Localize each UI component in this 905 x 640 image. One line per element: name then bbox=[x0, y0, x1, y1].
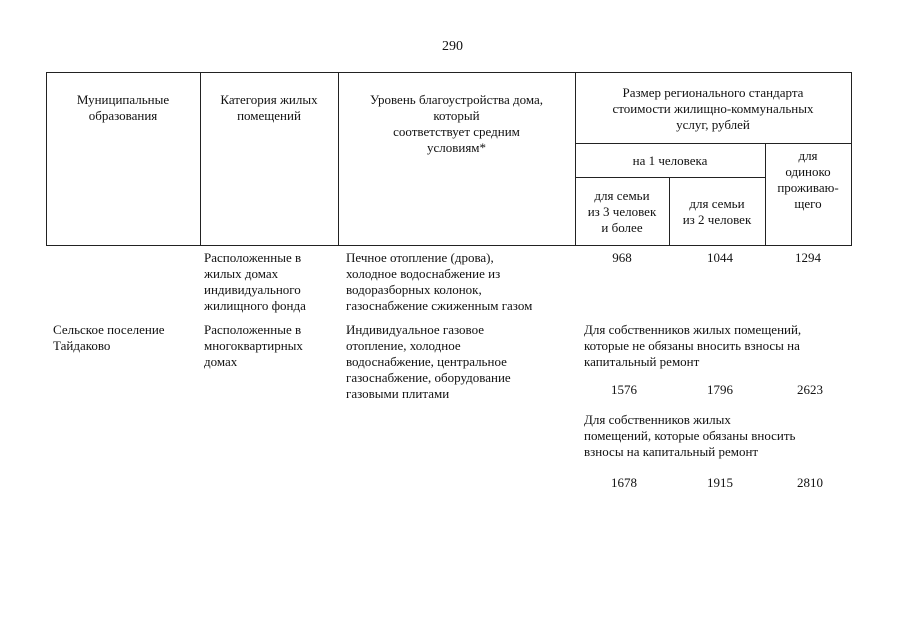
header-standard-size: Размер регионального стандарта стоимости жилищно-коммунальных услуг, рублей bbox=[612, 85, 814, 132]
header-per-person: на 1 человека bbox=[632, 153, 708, 168]
header-housing-category: Категория жилых помещений bbox=[220, 92, 318, 123]
row1-value-single: 1294 bbox=[795, 250, 821, 265]
row2-note-obliged: Для собственников жилых помещений, которые обязаны вносить взносы на капитальный ремонт bbox=[584, 412, 796, 459]
row2-a-value-single: 2623 bbox=[797, 382, 823, 397]
page-number: 290 bbox=[442, 39, 463, 54]
header-amenities-level: Уровень благоустройства дома, который соответствует средним условиям* bbox=[369, 92, 544, 155]
row2-b-value-single: 2810 bbox=[797, 475, 823, 490]
row2-category: Расположенные в многоквартирных домах bbox=[204, 322, 303, 369]
row1-value-family2: 1044 bbox=[707, 250, 733, 265]
header-single-resident: для одиноко проживаю- щего bbox=[777, 148, 839, 211]
row2-b-value-family3: 1678 bbox=[611, 475, 637, 490]
row2-municipality: Сельское поселение Тайдаково bbox=[53, 322, 165, 353]
row2-note-not-obliged: Для собственников жилых помещений, которые не обязаны вносить взносы на капитальный ремонт bbox=[584, 322, 802, 369]
row2-a-value-family3: 1576 bbox=[611, 382, 637, 397]
header-family-3: для семьи из 3 человек и более bbox=[587, 188, 657, 235]
row1-value-family3: 968 bbox=[612, 250, 632, 265]
row2-a-value-family2: 1796 bbox=[707, 382, 733, 397]
row2-b-value-family2: 1915 bbox=[707, 475, 733, 490]
row2-amenities: Индивидуальное газовое отопление, холодное водоснабжение, центральное газоснабжение, оборудование газовыми плитами bbox=[346, 322, 511, 401]
header-municipalities: Муниципальные образования bbox=[76, 92, 170, 123]
row1-category: Расположенные в жилых домах индивидуального жилищного фонда bbox=[204, 250, 306, 313]
row1-amenities: Печное отопление (дрова), холодное водоснабжение из водоразборных колонок, газоснабжение сжиженным газом bbox=[346, 250, 533, 313]
header-family-2: для семьи из 2 человек bbox=[682, 196, 752, 227]
